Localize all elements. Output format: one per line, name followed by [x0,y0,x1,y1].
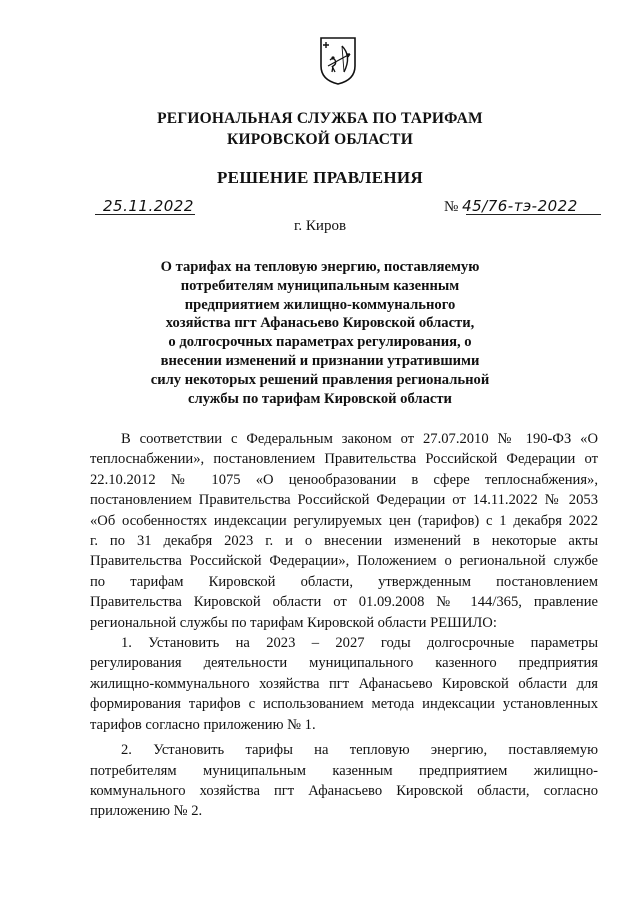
preamble-paragraph [90,429,598,633]
body-line: В соответствии с Федеральным законом от 27.07.2010 № 190-ФЗ «О [121,431,598,447]
subject-line: хозяйства пгт Афанасьево Кировской области, [165,315,475,332]
subject-line: О тарифах на тепловую энергию, поставляемую [160,259,480,275]
body-line: региональной службы по тарифам Кировской области РЕШИЛО: [90,614,497,631]
organization-name-line1: РЕГИОНАЛЬНАЯ СЛУЖБА ПО ТАРИФАМ [157,110,483,127]
body-line: регулирования деятельности муниципального казенного предприятия [90,655,598,672]
item-2-paragraph [90,740,598,822]
subject-line: внесении изменений и признании утратившими [160,352,480,369]
number-value: 45/76-тэ-2022 [462,197,578,215]
body-line: жилищно-коммунального хозяйства пгт Афанасьево Кировской области для [90,675,598,692]
subject-line: силу некоторых решений правления региональной [150,371,490,388]
document-subject [120,258,520,408]
item-1-paragraph [90,633,598,735]
body-line: по тарифам Кировской области, утвержденным постановлением [90,573,598,590]
city: г. Киров [293,218,347,234]
body-line: 22.10.2012 № 1075 «О ценообразовании в сфере теплоснабжения», [90,471,598,488]
body-line: тарифов согласно приложению № 1. [90,716,316,733]
body-line: постановлением Правительства Российской Федерации от 14.11.2022 № 2053 [90,492,598,509]
body-line: коммунального хозяйства пгт Афанасьево Кировской области, согласно [90,782,598,799]
body-line: г. по 31 декабря 2023 г. и о внесении изменений в некоторые акты [90,533,598,550]
document-body [90,429,598,822]
body-line: 1. Установить на 2023 – 2027 годы долгосрочные параметры [121,635,598,652]
body-line: Правительства Российской Федерации», Положением о региональной службе [90,553,598,570]
body-line: теплоснабжении», постановлением Правительства Российской Федерации от [90,451,598,468]
body-line: Правительства Кировской области от 01.09.2008 № 144/365, правление [90,594,598,611]
kirov-coat-of-arms-icon [318,36,358,86]
organization-name-line2: КИРОВСКОЙ ОБЛАСТИ [227,131,413,148]
subject-line: о долгосрочных параметрах регулирования, о [168,334,472,351]
date-underline [95,214,195,215]
body-line: формирования тарифов с использованием метода индексации установленных [90,696,598,713]
number-prefix: № [444,199,459,215]
body-line: потребителям муниципальным казенным предприятием жилищно- [90,762,598,779]
subject-line: потребителям муниципальным казенным [180,277,460,294]
subject-line: службы по тарифам Кировской области [188,390,452,407]
document-date: 25.11.2022 [103,197,194,215]
subject-line: предприятием жилищно-коммунального [184,296,456,313]
body-line: приложению № 2. [90,803,203,820]
body-line: 2. Установить тарифы на тепловую энергию, поставляемую [121,742,598,759]
number-underline [466,214,601,215]
body-line: «Об особенностях индексации регулируемых цен (тарифов) с 1 декабря 2022 [90,512,598,529]
document-type: РЕШЕНИЕ ПРАВЛЕНИЯ [217,168,423,187]
